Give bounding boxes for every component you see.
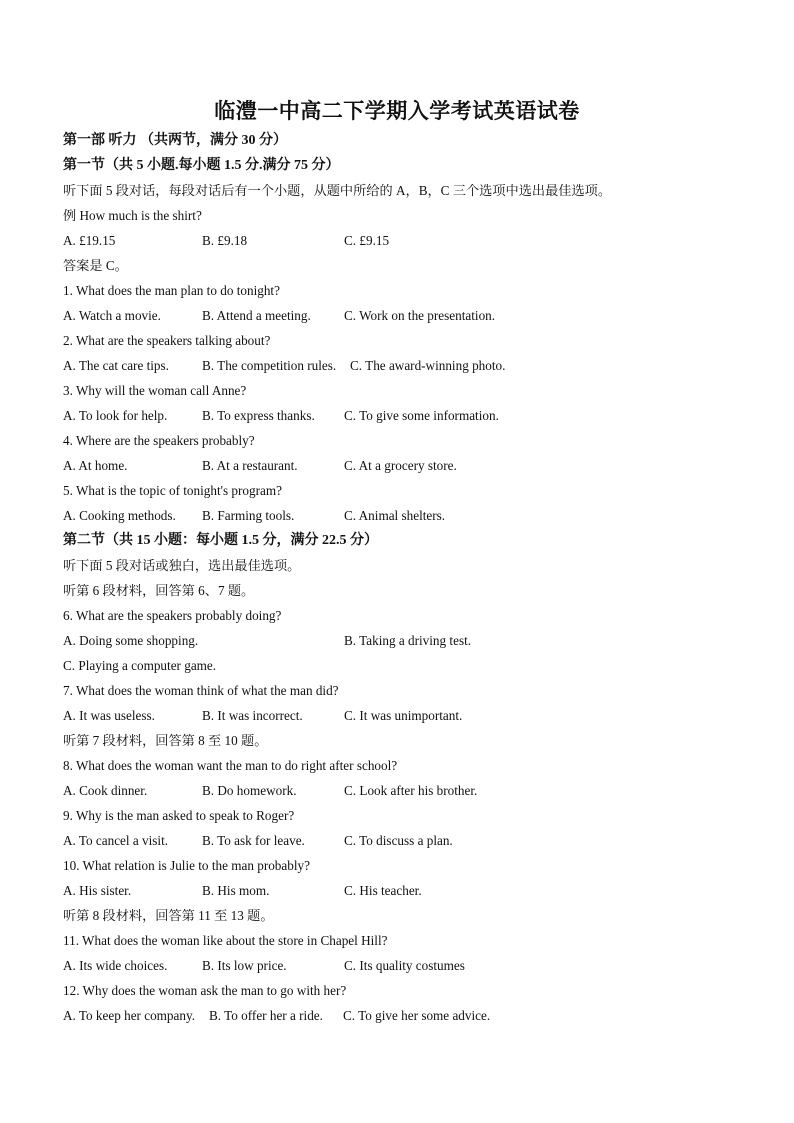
question-4-option-a: A. At home.: [63, 458, 128, 473]
question-3: 3. Why will the woman call Anne?: [63, 383, 247, 398]
passage-7-note: 听第 7 段材料，回答第 8 至 10 题。: [63, 733, 268, 748]
question-3-options: [63, 403, 743, 428]
question-5-option-a: A. Cooking methods.: [63, 508, 176, 523]
question-2-option-a: A. The cat care tips.: [63, 358, 169, 373]
question-4: 4. Where are the speakers probably?: [63, 433, 255, 448]
question-8-option-b: B. Do homework.: [202, 783, 297, 798]
question-1-option-c: C. Work on the presentation.: [344, 308, 496, 323]
question-5-option-b: B. Farming tools.: [202, 508, 295, 523]
question-12-option-c: C. To give her some advice.: [343, 1008, 491, 1023]
question-6-options: [63, 628, 743, 653]
question-6: 6. What are the speakers probably doing?: [63, 608, 282, 623]
question-5-options: [63, 503, 743, 528]
question-8: 8. What does the woman want the man to do right after school?: [63, 758, 398, 773]
question-9-option-c: C. To discuss a plan.: [344, 833, 453, 848]
section2-instruction: 听下面 5 段对话或独白，选出最佳选项。: [63, 558, 301, 573]
passage-6-note: 听第 6 段材料，回答第 6、7 题。: [63, 583, 255, 598]
question-11-option-a: A. Its wide choices.: [63, 958, 168, 973]
question-10-option-a: A. His sister.: [63, 883, 132, 898]
question-10: 10. What relation is Julie to the man probably?: [63, 858, 310, 873]
question-1-option-a: A. Watch a movie.: [63, 308, 161, 323]
question-8-options: [63, 778, 743, 803]
question-2: 2. What are the speakers talking about?: [63, 333, 271, 348]
exam-title: 临澧一中高二下学期入学考试英语试卷: [214, 99, 580, 123]
example-option-b: B. £9.18: [202, 233, 248, 248]
question-7: 7. What does the woman think of what the man did?: [63, 683, 339, 698]
section2-heading: 第二节（共 15 小题：每小题 1.5 分，满分 22.5 分）: [63, 533, 378, 548]
question-12-option-b: B. To offer her a ride.: [209, 1008, 323, 1023]
question-6-option-b: B. Taking a driving test.: [344, 633, 472, 648]
section1-instruction: 听下面 5 段对话，每段对话后有一个小题，从题中所给的 A，B，C 三个选项中选出最佳选项。: [63, 183, 612, 198]
example-question: 例 How much is the shirt?: [63, 208, 202, 223]
question-5: 5. What is the topic of tonight's program?: [63, 483, 282, 498]
question-4-option-b: B. At a restaurant.: [202, 458, 298, 473]
question-9-option-b: B. To ask for leave.: [202, 833, 305, 848]
passage-8-note: 听第 8 段材料，回答第 11 至 13 题。: [63, 908, 274, 923]
question-12-options: [63, 1003, 743, 1028]
question-1-options: [63, 303, 743, 328]
question-9-options: [63, 828, 743, 853]
question-8-option-c: C. Look after his brother.: [344, 783, 478, 798]
question-7-option-a: A. It was useless.: [63, 708, 155, 723]
question-9: 9. Why is the man asked to speak to Roger?: [63, 808, 295, 823]
question-8-option-a: A. Cook dinner.: [63, 783, 148, 798]
question-6-option-a: A. Doing some shopping.: [63, 633, 199, 648]
question-6-option-c: C. Playing a computer game.: [63, 658, 217, 673]
question-11-options: [63, 953, 743, 978]
question-4-options: [63, 453, 743, 478]
question-2-options: [63, 353, 743, 378]
question-2-option-b: B. The competition rules.: [202, 358, 337, 373]
question-10-option-c: C. His teacher.: [344, 883, 422, 898]
example-option-c: C. £9.15: [344, 233, 390, 248]
example-option-a: A. £19.15: [63, 233, 116, 248]
question-12-option-a: A. To keep her company.: [63, 1008, 196, 1023]
exam-content: [63, 128, 743, 1028]
example-answer: 答案是 C。: [63, 258, 128, 273]
question-7-option-c: C. It was unimportant.: [344, 708, 463, 723]
question-7-options: [63, 703, 743, 728]
question-11-option-c: C. Its quality costumes: [344, 958, 465, 973]
question-4-option-c: C. At a grocery store.: [344, 458, 457, 473]
question-3-option-c: C. To give some information.: [344, 408, 499, 423]
question-7-option-b: B. It was incorrect.: [202, 708, 303, 723]
question-3-option-a: A. To look for help.: [63, 408, 168, 423]
question-11: 11. What does the woman like about the store in Chapel Hill?: [63, 933, 388, 948]
question-2-option-c: C. The award-winning photo.: [350, 358, 506, 373]
question-1-option-b: B. Attend a meeting.: [202, 308, 311, 323]
question-9-option-a: A. To cancel a visit.: [63, 833, 169, 848]
question-10-options: [63, 878, 743, 903]
question-5-option-c: C. Animal shelters.: [344, 508, 446, 523]
question-1: 1. What does the man plan to do tonight?: [63, 283, 280, 298]
question-10-option-b: B. His mom.: [202, 883, 270, 898]
question-11-option-b: B. Its low price.: [202, 958, 287, 973]
question-12: 12. Why does the woman ask the man to go with her?: [63, 983, 347, 998]
section1-heading: 第一节（共 5 小题.每小题 1.5 分.满分 75 分）: [63, 158, 340, 173]
part1-heading: 第一部 听力 （共两节，满分 30 分）: [63, 133, 287, 148]
question-3-option-b: B. To express thanks.: [202, 408, 315, 423]
example-options: [63, 228, 743, 253]
